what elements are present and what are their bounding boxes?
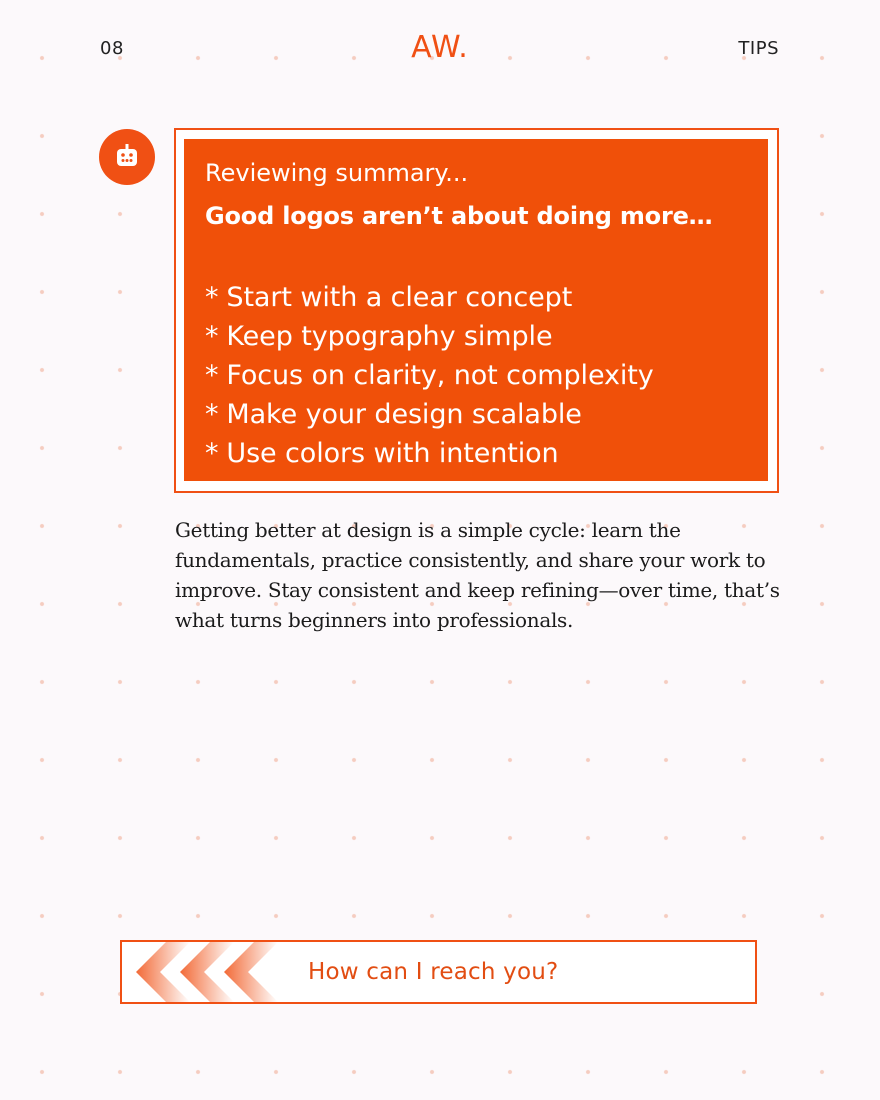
page-number: 08 [100,38,124,59]
body-paragraph: Getting better at design is a simple cycle: learn the fundamentals, practice consistently, and share your work to improve. Stay consistent and keep refining—over time, that’s what turns beginners into professionals. [175,518,780,632]
robot-icon [113,143,141,171]
list-item: * Start with a clear concept [205,282,573,313]
chevrons-left-icon [136,942,296,1002]
reach-out-button[interactable] [120,940,757,1004]
assistant-avatar [99,129,155,185]
list-item: * Focus on clarity, not complexity [205,360,654,391]
message-headline: Good logos aren’t about doing more… [205,202,713,230]
brand-logo: AW. [411,30,469,65]
reach-out-label: How can I reach you? [308,959,559,985]
section-label: TIPS [738,38,779,59]
chat-message-bubble [184,139,768,481]
tips-list [205,278,748,473]
list-item: * Make your design scalable [205,399,582,430]
list-item: * Use colors with intention [205,438,559,469]
list-item: * Keep typography simple [205,321,553,352]
status-text: Reviewing summary... [205,159,469,187]
